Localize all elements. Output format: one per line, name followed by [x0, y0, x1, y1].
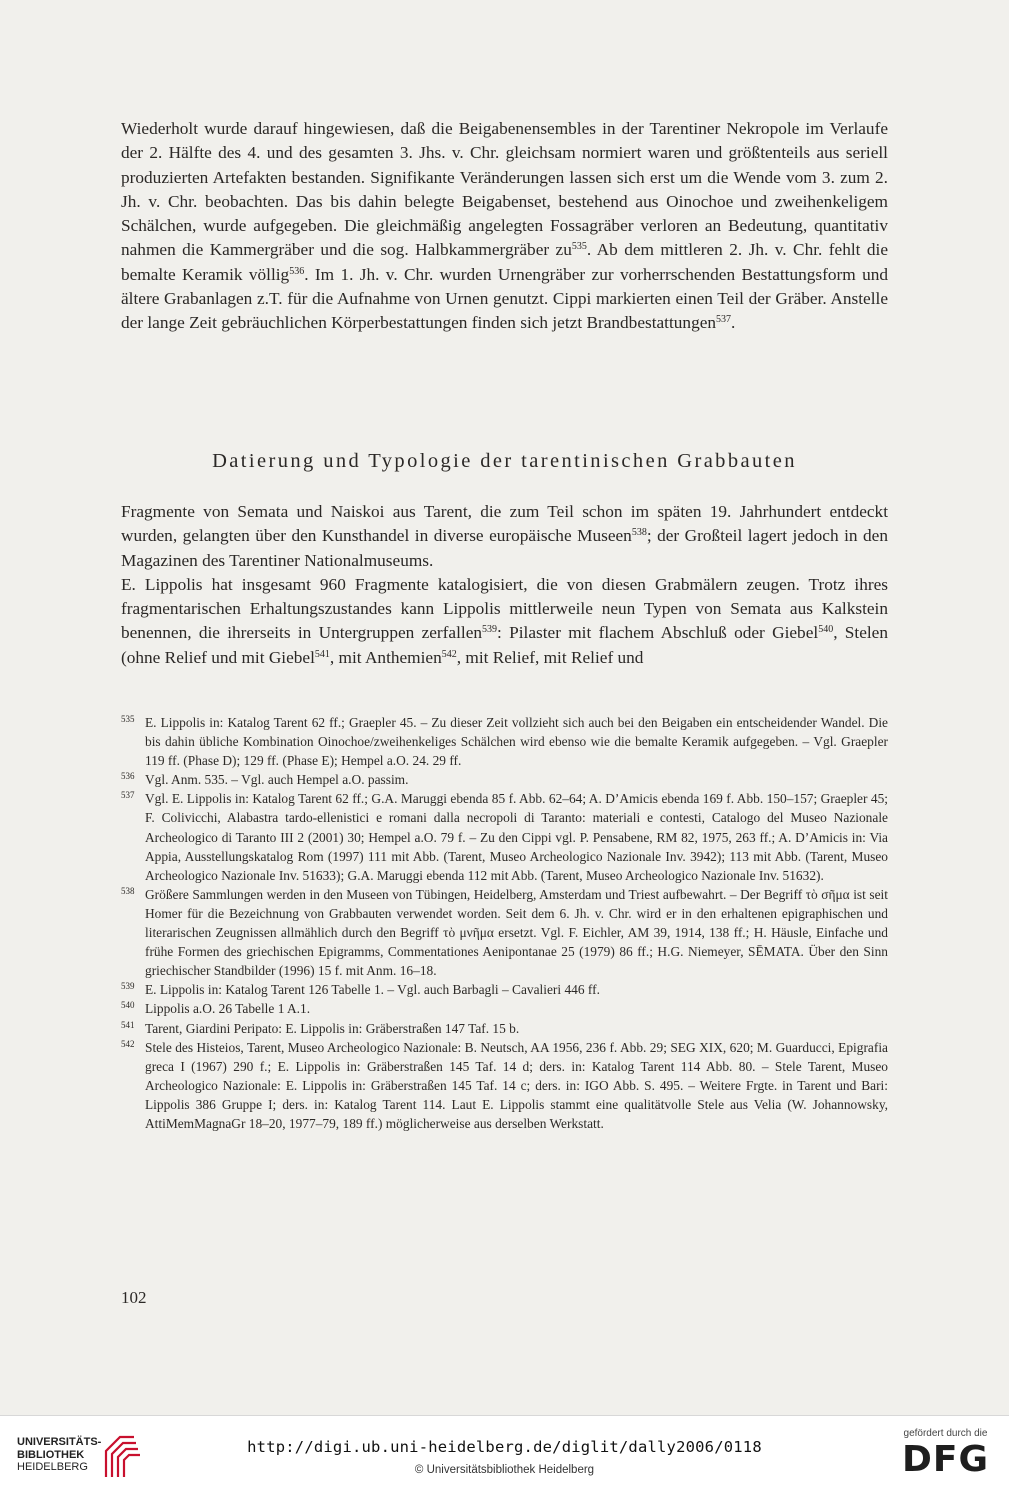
paragraph	[121, 500, 888, 573]
footnote-number: 537	[121, 790, 135, 801]
text-run: Fragmente von Semata und Naiskoi aus Tarent, die zum Teil schon im späten 19. Jahrhundert entdeckt wurden, gelangten über den Kunsthandel in diverse europäische Museen	[121, 502, 888, 546]
footnote-text: E. Lippolis in: Katalog Tarent 62 ff.; Graepler 45. – Zu dieser Zeit vollzieht sich auch bei den Beigaben ein entscheidender Wandel. Die bis dahin übliche Kombination Oinochoe/zweihenkeliges Schälchen wird ebenso wie die bemalte Keramik aufgegeben. – Vgl. Graepler 119 ff. (Phase D); 129 ff. (Phase E); Hempel a.O. 24. 29 ff.	[145, 715, 888, 769]
text-run: . Ab dem mittleren 2. Jh. v. Chr. fehlt die bemalte Keramik völlig	[121, 240, 888, 284]
text-run: , Stelen (ohne Relief und mit Giebel	[121, 623, 888, 667]
footnote-number: 538	[121, 885, 135, 896]
footnote-ref[interactable]: 536	[289, 265, 305, 277]
page-number: 102	[121, 1288, 147, 1307]
footnote-number: 541	[121, 1019, 135, 1030]
intro-paragraph	[121, 117, 888, 336]
section-heading: Datierung und Typologie der tarentinischen Grabbauten	[212, 450, 797, 472]
text-run: .	[731, 313, 736, 333]
footnote-number: 542	[121, 1038, 135, 1049]
footnote-ref[interactable]: 535	[571, 241, 587, 253]
footnote	[121, 713, 888, 770]
footnote-text: Größere Sammlungen werden in den Museen von Tübingen, Heidelberg, Amsterdam und Triest aufbewahrt. – Der Begriff τὸ σῆμα ist seit Homer für die Bezeichnung von Grabbauten verwendet worden. Seit dem 6. Jh. v. Chr. wird er in den erhaltenen epigraphischen und literarischen Zeugnissen allmählich durch den Begriff τὸ μνῆμα ersetzt. Vgl. F. Eichler, AM 39, 1914, 138 ff.; H. Häusle, Einfache und frühe Formen des griechischen Epigramms, Commentationes Aenipontanae 25 (1979) 86 ff.; H.G. Niemeyer, SĒMATA. Über den Sinn griechischer Standbilder (1996) 15 f. mit Anm. 16–18.	[145, 886, 888, 979]
footnote-text: Tarent, Giardini Peripato: E. Lippolis in: Gräberstraßen 147 Taf. 15 b.	[145, 1020, 520, 1036]
footnote-number: 536	[121, 771, 135, 782]
library-line: UNIVERSITÄTS-	[17, 1436, 102, 1448]
footnote-ref[interactable]: 538	[631, 527, 647, 539]
paragraph	[121, 573, 888, 670]
footnote	[121, 980, 888, 999]
text-run: E. Lippolis hat insgesamt 960 Fragmente katalogisiert, die von diesen Grabmälern zeugen. Trotz ihres fragmentarischen Erhaltungszustandes kann Lippolis mittlerweile neun Typen von Semata aus Kalkstein benennen, die ihrerseits in Untergruppen zerfallen	[121, 574, 888, 643]
text-run: . Im 1. Jh. v. Chr. wurden Urnengräber zur vorherrschenden Bestattungsform und ältere Grabanlagen z.T. für die Aufnahme von Urnen genutzt. Cippi markierten einen Teil der Gräber. Anstelle der lange Zeit gebräuchlichen Körperbestattungen finden sich jetzt Brandbestattungen	[121, 264, 888, 333]
footnote-number: 540	[121, 1000, 135, 1011]
text-run: : Pilaster mit flachem Abschluß oder Giebel	[497, 623, 819, 643]
footnote	[121, 885, 888, 980]
footnote-ref[interactable]: 540	[818, 624, 834, 636]
footnotes	[121, 713, 888, 1133]
permalink-url[interactable]: http://digi.ub.uni-heidelberg.de/diglit/dally2006/0118	[247, 1438, 762, 1456]
funded-by-label: gefördert durch die	[903, 1428, 988, 1439]
footnote	[121, 789, 888, 884]
library-line: HEIDELBERG	[17, 1461, 88, 1473]
footnote-number: 539	[121, 981, 135, 992]
footnote	[121, 1038, 888, 1133]
footnote-text: Vgl. Anm. 535. – Vgl. auch Hempel a.O. passim.	[145, 772, 409, 788]
footnote	[121, 770, 888, 789]
text-run: ; der Großteil lagert jedoch in den Magazinen des Tarentiner Nationalmuseums.	[121, 526, 888, 570]
footnote	[121, 1019, 888, 1038]
text-run: , mit Relief, mit Relief und	[456, 647, 644, 667]
footnote-ref[interactable]: 541	[314, 648, 330, 660]
footnote-text: Vgl. E. Lippolis in: Katalog Tarent 62 ff.; G.A. Maruggi ebenda 85 f. Abb. 62–64; A. D’Amicis ebenda 169 f. Abb. 150–157; Graepler 45; F. Colivicchi, Alabastra tardo-ellenistici e romani dalla necropoli di Taranto: materiali e contesti, Catalogo del Museo Nazionale Archeologico di Taranto III 2 (2001) 30; Hempel a.O. 79 f. – Zu den Cippi vgl. P. Pensabene, RM 82, 1975, 263 ff.; A. D’Amicis in: Via Appia, Ausstellungskatalog Rom (1997) 111 mit Abb. (Tarent, Museo Archeologico Nazionale Inv. 3942); 113 mit Abb. (Tarent, Museo Archeologico Nazionale Inv. 51633); G.A. Maruggi ebenda 112 mit Abb. (Tarent, Museo Archeologico Nazionale Inv. 51632).	[145, 791, 888, 883]
footnote-text: E. Lippolis in: Katalog Tarent 126 Tabelle 1. – Vgl. auch Barbagli – Cavalieri 446 ff.	[145, 982, 600, 998]
footnote-ref[interactable]: 537	[716, 314, 732, 326]
footnote-text: Stele des Histeios, Tarent, Museo Archeologico Nazionale: B. Neutsch, AA 1956, 236 f. Abb. 29; SEG XIX, 620; M. Guarducci, Epigrafia greca I (1967) 290 f.; E. Lippolis in: Gräberstraßen 145 Taf. 14 d; ders. in: Katalog Tarent 114 Abb. 80. – Stele Tarent, Museo Archeologico Nazionale: E. Lippolis in: Gräberstraßen 145 Taf. 14 c; ders. in: IGO Abb. S. 495. – Weitere Frgte. in Tarent und Bari: Lippolis 386 Gruppe I; ders. in: Katalog Tarent 114. Laut E. Lippolis stammt eine qualitätvolle Stele aus Velia (W. Johannowsky, AttiMemMagnaGr 18–20, 1977–79, 189 ff.) möglicherweise aus derselben Werkstatt.	[145, 1039, 888, 1131]
footnote-number: 535	[121, 714, 135, 724]
library-line: BIBLIOTHEK	[17, 1448, 85, 1461]
footnote-ref[interactable]: 539	[482, 624, 498, 636]
viewer-footer	[0, 1415, 1009, 1490]
text-run: , mit Anthemien	[329, 647, 442, 667]
footnote	[121, 999, 888, 1018]
text-run: Wiederholt wurde darauf hingewiesen, daß die Beigabenensembles in der Tarentiner Nekropole im Verlaufe der 2. Hälfte des 4. und des gesamten 3. Jhs. v. Chr. gleichsam normiert waren und größtenteils aus seriell produzierten Artefakten bestanden. Signifikante Veränderungen lassen sich erst um die Wende vom 3. zum 2. Jh. v. Chr. beobachten. Das bis dahin belegte Beigabenset, bestehend aus Oinochoe und zweihenkeligem Schälchen, wurde aufgegeben. Die gleichmäßig angelegten Fossagräber verloren an Bedeutung, quantitativ nahmen die Kammergräber und die sog. Halbkammergräber zu	[121, 119, 888, 260]
footnote-ref[interactable]: 542	[441, 648, 457, 660]
section-body	[121, 500, 888, 670]
dfg-logo[interactable]: DFG	[901, 1439, 990, 1480]
footnote-text: Lippolis a.O. 26 Tabelle 1 A.1.	[145, 1001, 311, 1017]
copyright-notice: © Universitätsbibliothek Heidelberg	[414, 1464, 595, 1476]
